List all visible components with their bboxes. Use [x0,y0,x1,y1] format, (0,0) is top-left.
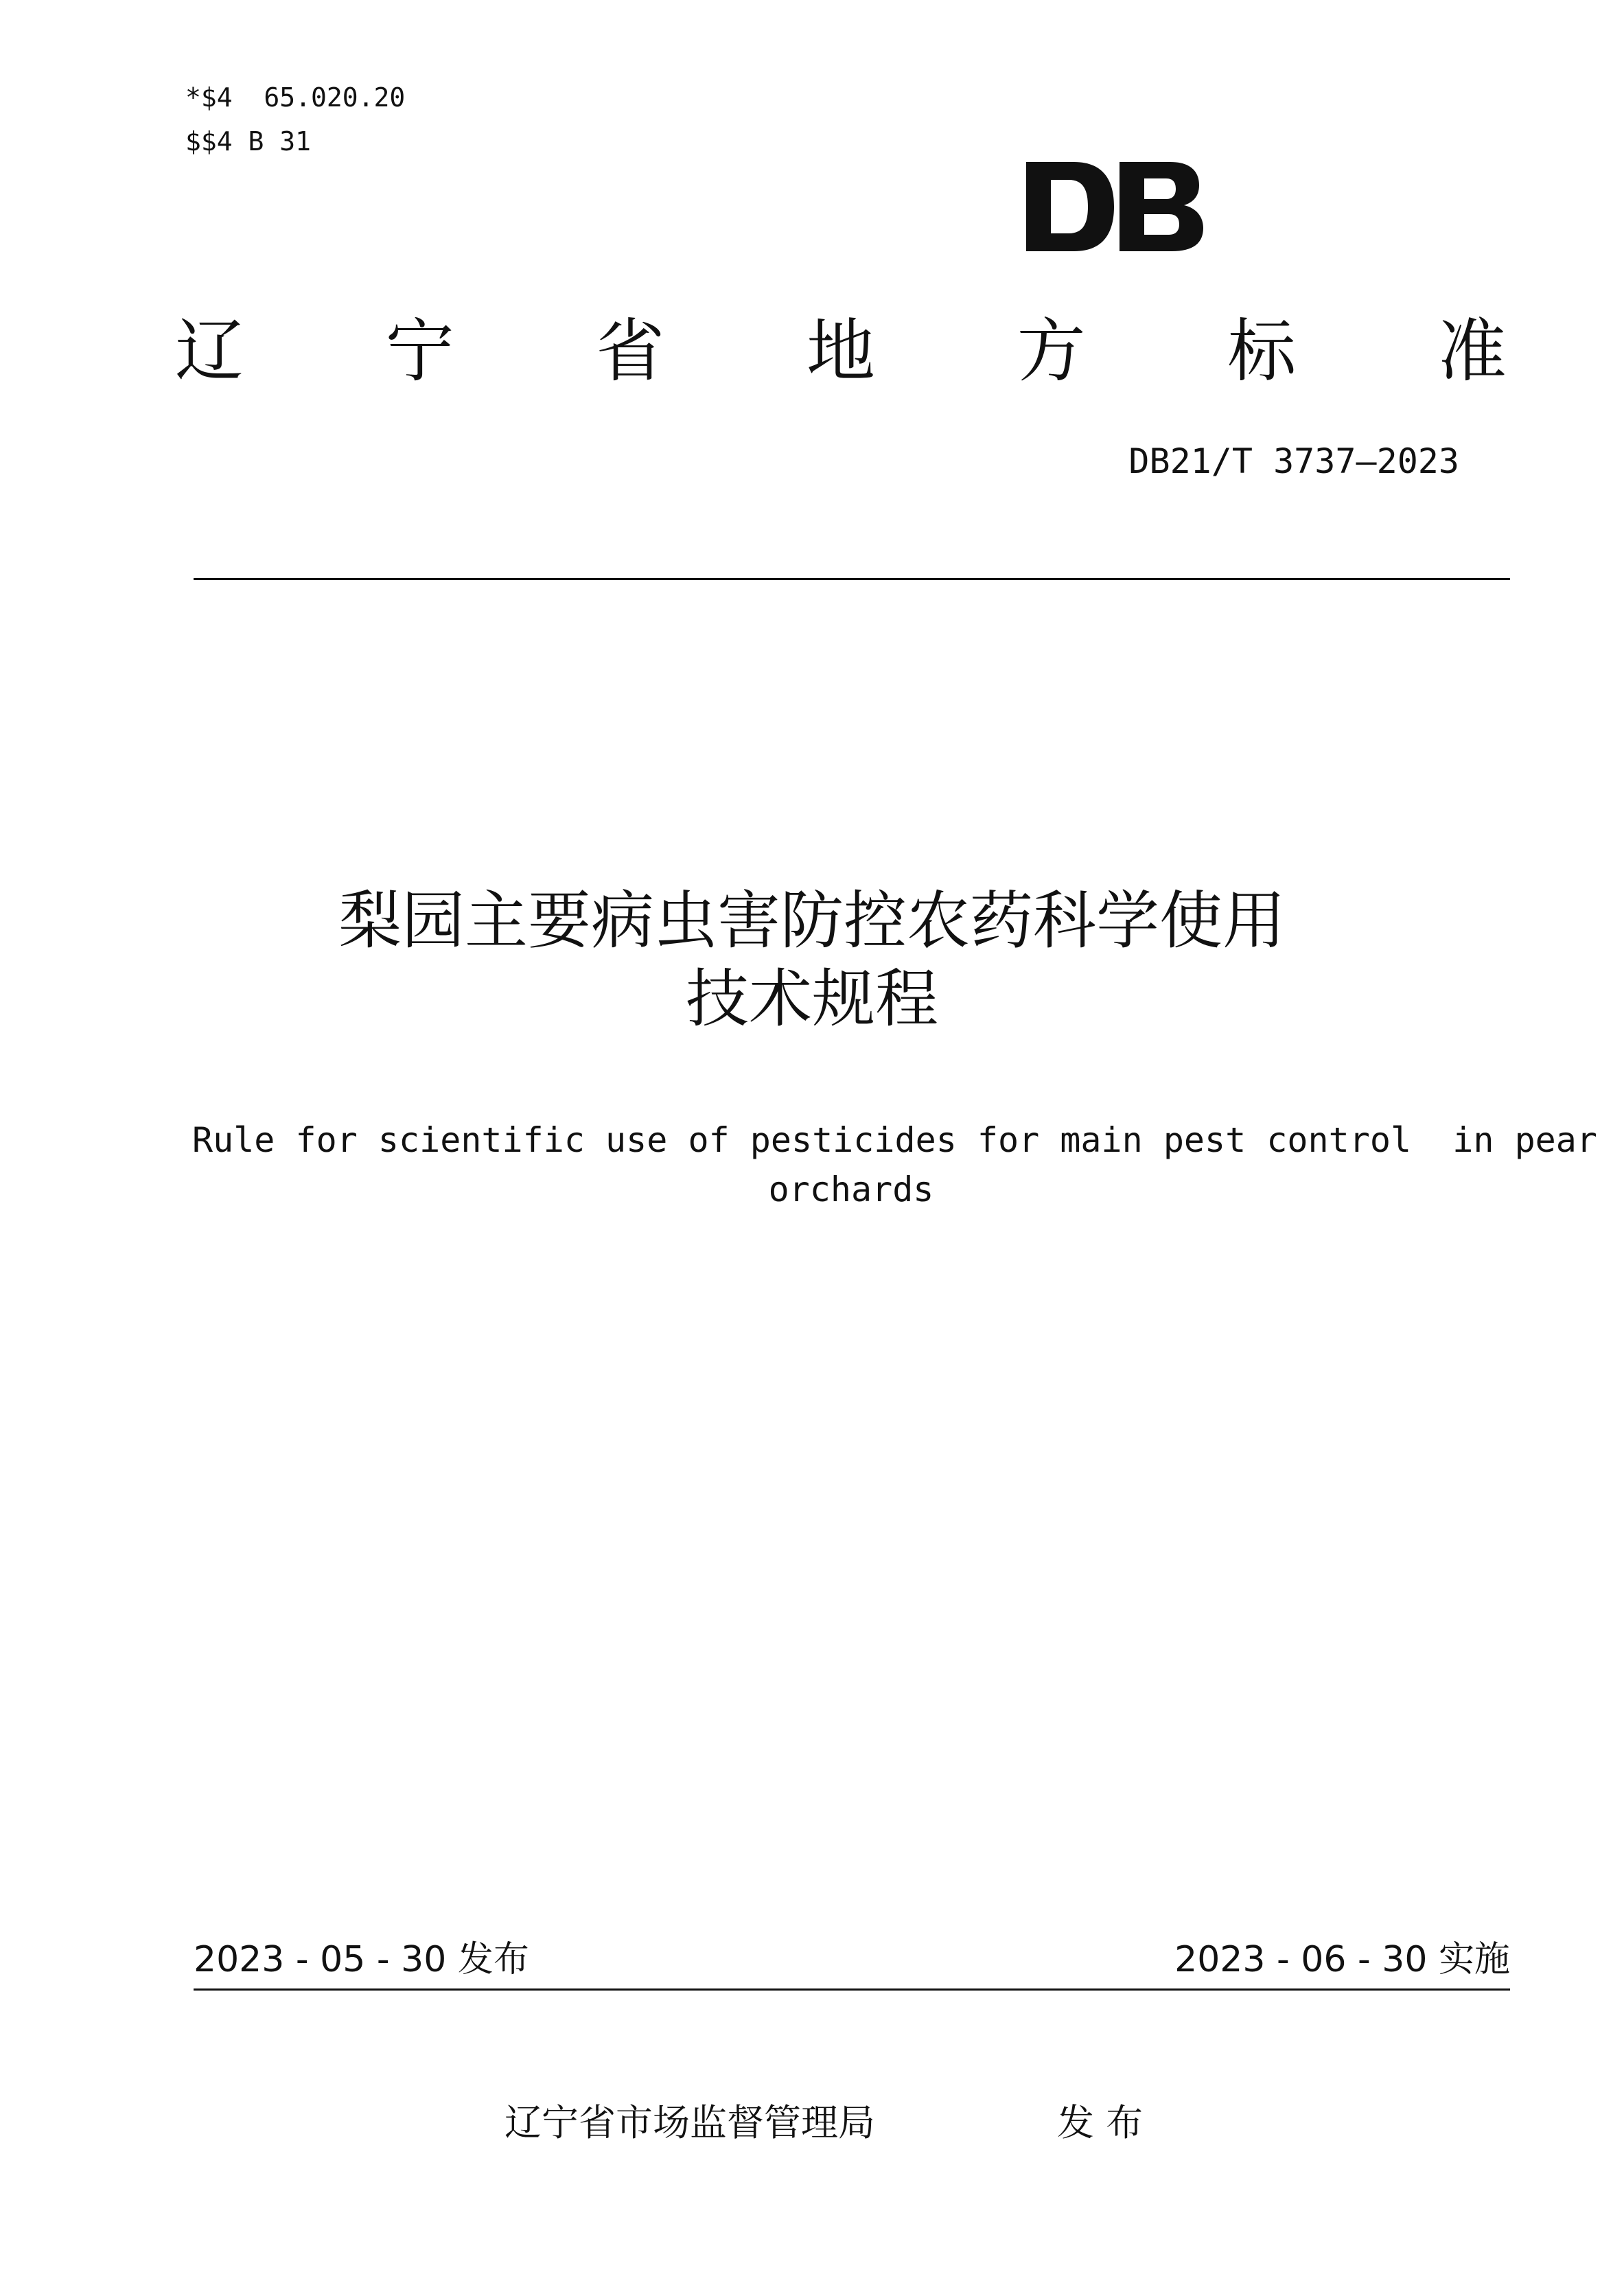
ccs-code-line: $$4 B 31 [185,126,312,156]
title-char-1: 辽 [175,311,244,391]
title-char-3: 省 [596,311,665,391]
implement-date: 2023 - 06 - 30 实施 [1174,1939,1510,1980]
top-divider [194,578,1510,580]
cn-title-line-1: 梨园主要病虫害防控农药科学使用 [338,884,1286,958]
document-title-cn [0,882,1624,1039]
title-char-5: 方 [1017,311,1086,391]
document-title-en [192,1115,1597,1214]
title-char-6: 标 [1227,311,1297,391]
issuing-action: 发 布 [1057,2101,1144,2144]
en-title-line-2: orchards [768,1170,934,1209]
bottom-divider [194,1988,1510,1991]
cn-title-line-2: 技术规程 [685,962,938,1036]
standard-category-title [175,310,1507,393]
title-char-7: 准 [1437,311,1507,391]
en-title-line-1: Rule for scientific use of pesticides for main pest control in pear [192,1120,1597,1160]
title-char-4: 地 [806,311,875,391]
issuing-authority: 辽宁省市场监督管理局 [504,2101,875,2144]
standard-number: DB21/T 3737—2023 [1128,441,1459,481]
publish-date: 2023 - 05 - 30 发布 [194,1939,529,1980]
ics-code-line: *$4 65.020.20 [185,82,406,113]
classification-codes [185,76,405,163]
db-logo [1026,162,1203,251]
title-char-2: 宁 [385,311,454,391]
